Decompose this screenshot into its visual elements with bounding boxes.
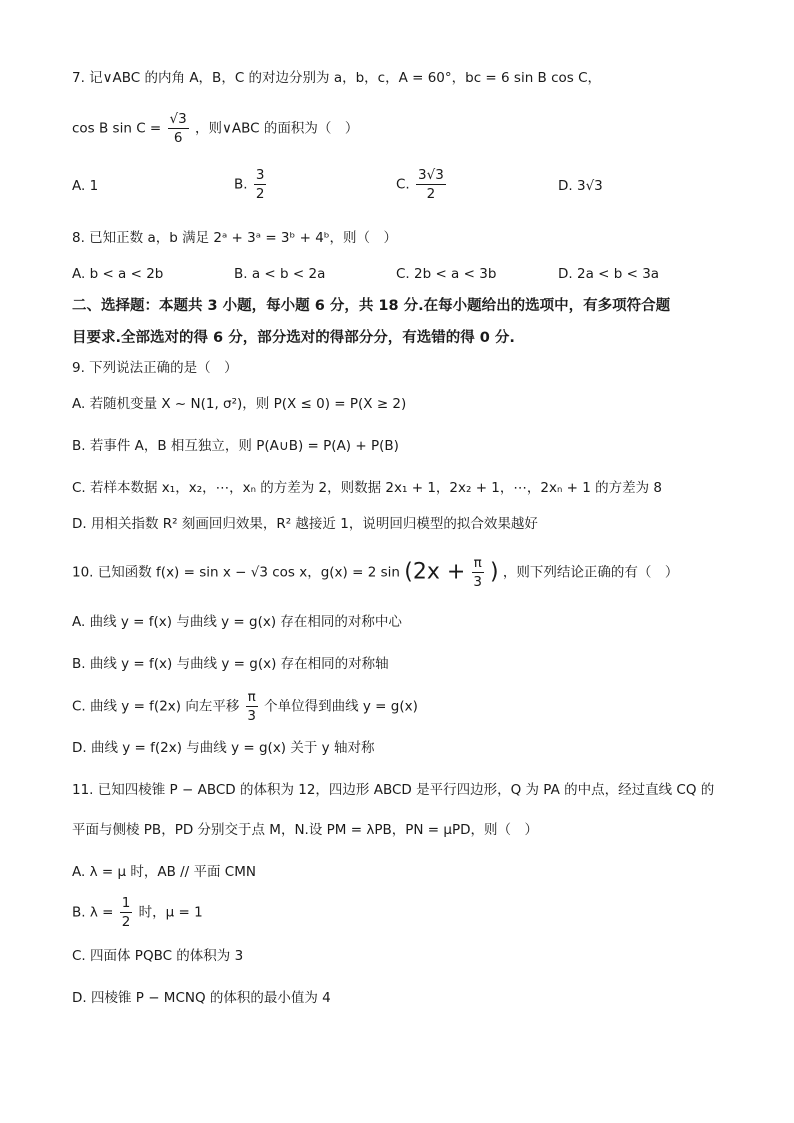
q11-option-c: C. 四面体 PQBC 的体积为 3 <box>72 948 244 964</box>
q10-stem-paren-open: (2x + <box>404 559 466 585</box>
q11-option-a: A. λ = μ 时，AB // 平面 CMN <box>72 864 256 880</box>
q7-option-d: D. 3√3 <box>558 178 603 194</box>
q8-option-a: A. b < a < 2b <box>72 266 164 282</box>
q10-stem <box>72 554 678 591</box>
section2-heading-line1: 二、选择题：本题共 3 小题，每小题 6 分，共 18 分.在每小题给出的选项中，有多项符合题 <box>72 298 671 314</box>
q11-stem-line2: 平面与侧棱 PB，PD 分别交于点 M，N.设 PM = λPB，PN = μPD，则（ ） <box>72 822 538 838</box>
q7-option-b-label: B. <box>234 176 248 193</box>
q10-option-c-post: 个单位得到曲线 y = g(x) <box>264 698 418 715</box>
q7-stem-line2-post: ，则∨ABC 的面积为（ ） <box>195 120 359 137</box>
q7-option-c <box>396 166 448 203</box>
q8-option-d: D. 2a < b < 3a <box>558 266 660 282</box>
q10-option-c-frac <box>246 688 258 725</box>
q7-stem-frac-num: √3 <box>169 111 187 127</box>
q10-option-a: A. 曲线 y = f(x) 与曲线 y = g(x) 存在相同的对称中心 <box>72 614 402 630</box>
q10-option-b: B. 曲线 y = f(x) 与曲线 y = g(x) 存在相同的对称轴 <box>72 656 389 672</box>
q11-option-b-post: 时，μ = 1 <box>138 904 203 921</box>
q11-option-b-den: 2 <box>121 914 131 930</box>
q7-option-a: A. 1 <box>72 178 99 194</box>
q8-option-b: B. a < b < 2a <box>234 266 326 282</box>
q10-option-c-den: 3 <box>247 708 256 724</box>
q10-stem-frac-den: 3 <box>473 574 482 590</box>
q9-option-d: D. 用相关指数 R² 刻画回归效果，R² 越接近 1，说明回归模型的拟合效果越好 <box>72 516 538 532</box>
q10-option-d: D. 曲线 y = f(2x) 与曲线 y = g(x) 关于 y 轴对称 <box>72 740 375 756</box>
q7-option-c-den: 2 <box>426 186 436 202</box>
q10-stem-paren-close: ) <box>490 559 499 585</box>
q7-option-c-frac <box>416 166 446 203</box>
q11-option-b-frac <box>120 894 133 931</box>
q11-option-d: D. 四棱锥 P − MCNQ 的体积的最小值为 4 <box>72 990 331 1006</box>
q7-option-b-frac <box>254 166 267 203</box>
q7-stem-line2 <box>72 110 358 147</box>
q10-option-c-num: π <box>247 689 256 705</box>
q7-stem-line2-pre: cos B sin C = <box>72 120 162 137</box>
q8-option-c: C. 2b < a < 3b <box>396 266 497 282</box>
q7-option-b-num: 3 <box>255 167 265 183</box>
q7-stem-frac-den: 6 <box>173 130 183 146</box>
q7-option-c-label: C. <box>396 176 410 193</box>
q10-option-c-pre: C. 曲线 y = f(2x) 向左平移 <box>72 698 240 715</box>
q9-option-b: B. 若事件 A，B 相互独立，则 P(A∪B) = P(A) + P(B) <box>72 438 399 454</box>
q7-option-b-den: 2 <box>255 186 265 202</box>
q10-stem-frac-num: π <box>473 555 482 571</box>
q10-stem-frac <box>472 554 484 591</box>
q9-option-a: A. 若随机变量 X ~ N(1, σ²)，则 P(X ≤ 0) = P(X ≥ 2) <box>72 396 407 412</box>
q7-stem-line1: 7. 记∨ABC 的内角 A，B，C 的对边分别为 a，b，c，A = 60°，bc = 6 sin B cos C， <box>72 70 602 86</box>
q9-stem: 9. 下列说法正确的是（ ） <box>72 360 238 376</box>
q11-option-b-pre: B. λ = <box>72 904 114 921</box>
q10-stem-post: ，则下列结论正确的有（ ） <box>502 564 679 581</box>
q10-option-c <box>72 688 418 725</box>
section2-heading-line2: 目要求.全部选对的得 6 分，部分选对的得部分分，有选错的得 0 分. <box>72 330 515 346</box>
q7-stem-fraction <box>168 110 189 147</box>
q11-stem-line1: 11. 已知四棱锥 P − ABCD 的体积为 12，四边形 ABCD 是平行四边形，Q 为 PA 的中点，经过直线 CQ 的 <box>72 782 715 798</box>
q10-stem-pre: 10. 已知函数 f(x) = sin x − √3 cos x，g(x) = 2 sin <box>72 564 400 581</box>
q9-option-c: C. 若样本数据 x₁，x₂，⋯，xₙ 的方差为 2，则数据 2x₁ + 1，2x₂ + 1，⋯，2xₙ + 1 的方差为 8 <box>72 480 662 496</box>
q7-option-b <box>234 166 268 203</box>
q11-option-b-num: 1 <box>121 895 131 911</box>
q11-option-b <box>72 894 203 931</box>
q7-option-c-num: 3√3 <box>418 167 444 183</box>
q8-stem: 8. 已知正数 a，b 满足 2ᵃ + 3ᵃ = 3ᵇ + 4ᵇ，则（ ） <box>72 230 398 246</box>
